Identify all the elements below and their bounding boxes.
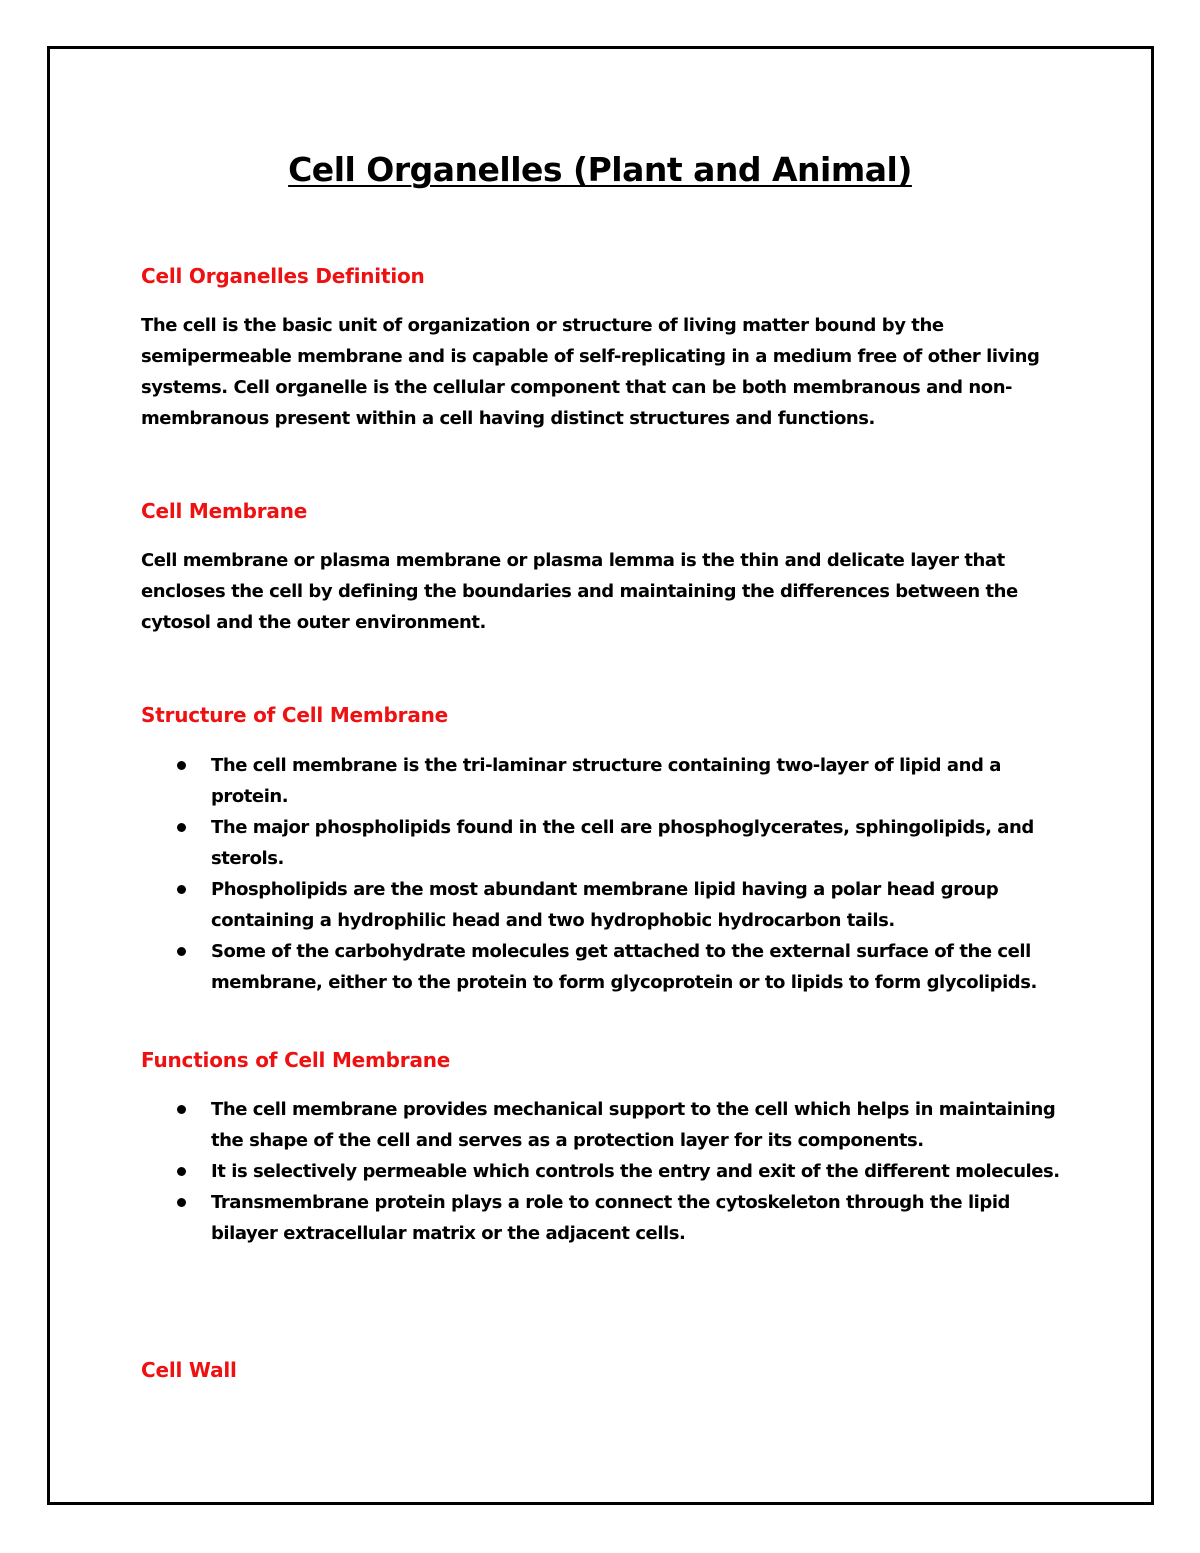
list-item	[141, 1094, 1081, 1156]
heading-cell-organelles-definition: Cell Organelles Definition	[141, 264, 425, 288]
functions-bullet-list	[141, 1094, 1081, 1249]
list-item-text: Some of the carbohydrate molecules get attached to the external surface of the cell membrane, either to the protein to form glycoprotein or to lipids to form glycolipids.	[211, 941, 1037, 993]
list-item-text: The cell membrane provides mechanical support to the cell which helps in maintaining the shape of the cell and serves as a protection layer for its components.	[211, 1099, 1056, 1151]
bullet-icon	[177, 885, 186, 894]
paragraph-cell-membrane: Cell membrane or plasma membrane or plasma lemma is the thin and delicate layer that encloses the cell by defining the boundaries and maintaining the differences between the cytosol and the outer environment.	[141, 550, 1018, 633]
list-item-text: It is selectively permeable which controls the entry and exit of the different molecules.	[211, 1161, 1060, 1182]
list-item-text: The cell membrane is the tri-laminar structure containing two-layer of lipid and a protein.	[211, 755, 1001, 807]
bullet-icon	[177, 1105, 186, 1114]
structure-bullet-list	[141, 750, 1081, 998]
heading-cell-wall: Cell Wall	[141, 1358, 237, 1382]
paragraph-cell-organelles-definition: The cell is the basic unit of organization or structure of living matter bound by the semipermeable membrane and is capable of self-replicating in a medium free of other living systems. Cell organelle is the cellular component that can be both membranous and non-membranous present within a cell having distinct structures and functions.	[141, 315, 1040, 429]
bullet-icon	[177, 1198, 186, 1207]
list-item	[141, 874, 1081, 936]
list-item	[141, 936, 1081, 998]
bullet-icon	[177, 823, 186, 832]
bullet-icon	[177, 1167, 186, 1176]
list-item	[141, 750, 1081, 812]
bullet-icon	[177, 947, 186, 956]
page-title: Cell Organelles (Plant and Animal)	[288, 150, 912, 189]
heading-structure-of-cell-membrane: Structure of Cell Membrane	[141, 703, 449, 727]
bullet-icon	[177, 761, 186, 770]
heading-functions-of-cell-membrane: Functions of Cell Membrane	[141, 1048, 451, 1072]
list-item-text: Phospholipids are the most abundant membrane lipid having a polar head group containing a hydrophilic head and two hydrophobic hydrocarbon tails.	[211, 879, 999, 931]
list-item	[141, 812, 1081, 874]
heading-cell-membrane: Cell Membrane	[141, 499, 308, 523]
list-item	[141, 1187, 1081, 1249]
list-item-text: The major phospholipids found in the cell are phosphoglycerates, sphingolipids, and sterols.	[211, 817, 1034, 869]
list-item	[141, 1156, 1081, 1187]
list-item-text: Transmembrane protein plays a role to connect the cytoskeleton through the lipid bilayer extracellular matrix or the adjacent cells.	[211, 1192, 1010, 1244]
